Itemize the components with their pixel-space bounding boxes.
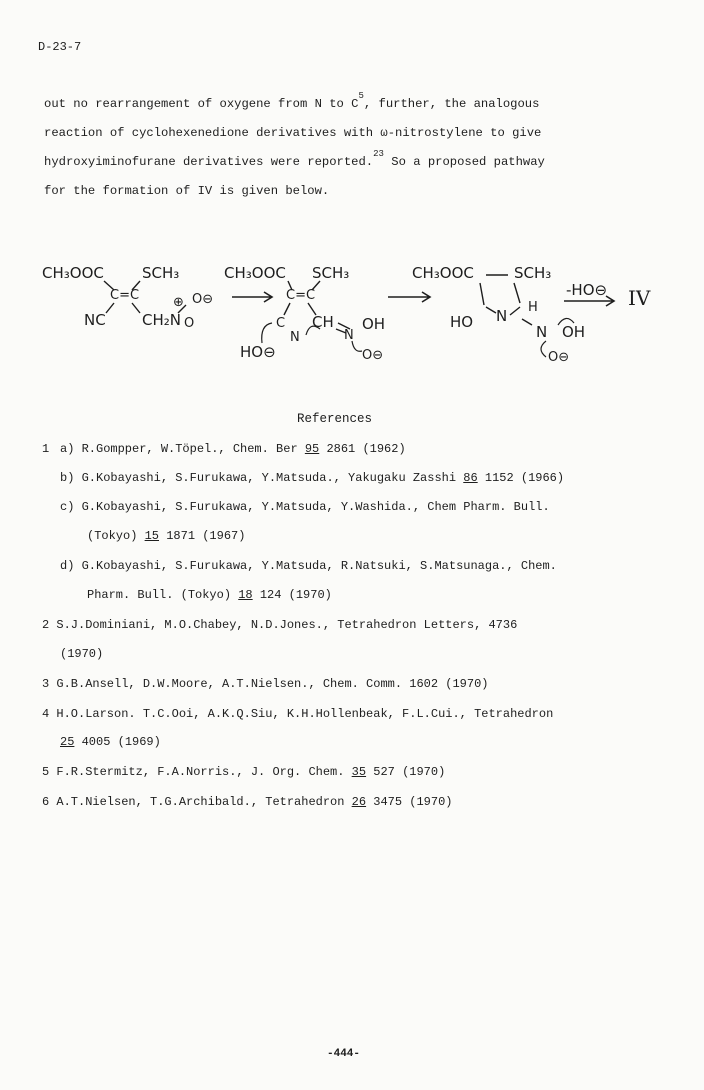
molecule-1: [42, 264, 213, 331]
paragraph-line-3: [44, 149, 545, 169]
m2-n-label: N: [290, 330, 300, 345]
m1-ominus-label: O⊖: [192, 292, 214, 307]
ref-volume: 26: [351, 795, 367, 809]
m2-ch-label: CH: [312, 313, 334, 331]
m3-h-label: H: [528, 300, 538, 315]
m2-ominus-label: O⊖: [362, 348, 384, 363]
m3-ominus-label: O⊖: [548, 350, 570, 365]
m2-sch3-label: SCH₃: [312, 264, 350, 282]
m2-c-label: C: [276, 316, 286, 331]
reaction-arrow-1: [232, 292, 272, 302]
m2-ester-label: CH₃OOC: [224, 264, 286, 282]
paragraph-text: out no rearrangement of oxygene from N to C: [44, 97, 359, 111]
reference-1c: c) G.Kobayashi, S.Furukawa, Y.Matsuda, Y.Washida., Chem Pharm. Bull.: [60, 500, 550, 514]
m2-hydroxide-label: HO⊖: [240, 343, 276, 361]
references-heading: References: [297, 412, 373, 426]
ref-text: a) R.Gompper, W.Töpel., Chem. Ber: [60, 442, 305, 456]
paragraph-line-4: for the formation of IV is given below.: [44, 184, 330, 198]
m1-plus-label: ⊕: [173, 295, 184, 310]
reference-4: 4 H.O.Larson. T.C.Ooi, A.K.Q.Siu, K.H.Hollenbeak, F.L.Cui., Tetrahedron: [42, 707, 554, 721]
citation-superscript: 5: [358, 91, 364, 101]
molecule-2: [224, 264, 385, 363]
m1-sch3-label: SCH₃: [142, 264, 180, 282]
page-number: -444-: [327, 1048, 361, 1060]
ref-text: 4005 (1969): [74, 735, 161, 749]
m1-o-label: O: [184, 316, 195, 331]
m1-nc-label: NC: [84, 311, 106, 329]
m3-ester-label: CH₃OOC: [412, 264, 474, 282]
ref-text: 2861 (1962): [319, 442, 406, 456]
m1-ch2n-label: CH₂N: [142, 311, 181, 329]
reference-1b: [60, 471, 564, 485]
ref-text: 6 A.T.Nielsen, T.G.Archibald., Tetrahedron: [42, 795, 352, 809]
ref-volume: 15: [144, 529, 160, 543]
ref-text: 124 (1970): [252, 588, 332, 602]
m3-sch3-label: SCH₃: [514, 264, 552, 282]
paragraph-line-1: [44, 91, 540, 111]
reference-6: [42, 795, 452, 809]
reference-1-number: 1: [42, 442, 50, 456]
ref-text: 1152 (1966): [477, 471, 565, 485]
reference-5: [42, 765, 445, 779]
reference-1d: d) G.Kobayashi, S.Furukawa, Y.Matsuda, R.Natsuki, S.Matsunaga., Chem.: [60, 559, 557, 573]
m3-n-label: N: [496, 307, 508, 325]
paragraph-text: hydroxyiminofurane derivatives were reported.: [44, 155, 374, 169]
citation-superscript: 23: [373, 149, 384, 159]
paragraph-text: So a proposed pathway: [383, 155, 545, 169]
reference-1c-continued: [87, 529, 245, 543]
ref-text: 3475 (1970): [366, 795, 453, 809]
ref-text: 5 F.R.Stermitz, F.A.Norris., J. Org. Chem.: [42, 765, 352, 779]
ref-text: (Tokyo): [87, 529, 145, 543]
reference-1d-continued: [87, 588, 332, 602]
reference-2: 2 S.J.Dominiani, M.O.Chabey, N.D.Jones., Tetrahedron Letters, 4736: [42, 618, 518, 632]
paragraph-text: , further, the analogous: [363, 97, 540, 111]
reaction-arrow-2: [388, 292, 430, 302]
reference-1a: [60, 442, 406, 456]
reaction-scheme: [0, 245, 704, 375]
m2-cc-label: C=C: [286, 288, 316, 303]
m3-oh-label: OH: [562, 323, 586, 341]
m3-ho-label: HO: [450, 313, 474, 331]
m1-ester-label: CH₃OOC: [42, 264, 104, 282]
reference-3: 3 G.B.Ansell, D.W.Moore, A.T.Nielsen., Chem. Comm. 1602 (1970): [42, 677, 489, 691]
ref-text: 1871 (1967): [159, 529, 246, 543]
reaction-scheme-drawing: [0, 245, 704, 375]
ref-volume: 35: [351, 765, 367, 779]
ref-text: b) G.Kobayashi, S.Furukawa, Y.Matsuda., Yakugaku Zasshi: [60, 471, 464, 485]
reference-2-continued: (1970): [60, 647, 104, 661]
elimination-label: -HO⊖: [566, 281, 608, 299]
ref-text: Pharm. Bull. (Tokyo): [87, 588, 239, 602]
molecule-3: [412, 264, 585, 365]
m3-n2-label: N: [536, 323, 548, 341]
page-identifier: D-23-7: [38, 40, 82, 54]
ref-volume: 25: [60, 735, 75, 749]
ref-volume: 18: [238, 588, 253, 602]
ref-volume: 86: [463, 471, 478, 485]
ref-text: 527 (1970): [366, 765, 446, 779]
reference-4-continued: [60, 735, 161, 749]
m2-oh-label: OH: [362, 315, 386, 333]
paragraph-line-2: reaction of cyclohexenedione derivatives with ω-nitrostylene to give: [44, 126, 542, 140]
m1-cc-label: C=C: [110, 288, 140, 303]
m2-n2-label: N: [344, 328, 354, 343]
product-label: IV: [628, 286, 651, 310]
ref-volume: 95: [304, 442, 320, 456]
